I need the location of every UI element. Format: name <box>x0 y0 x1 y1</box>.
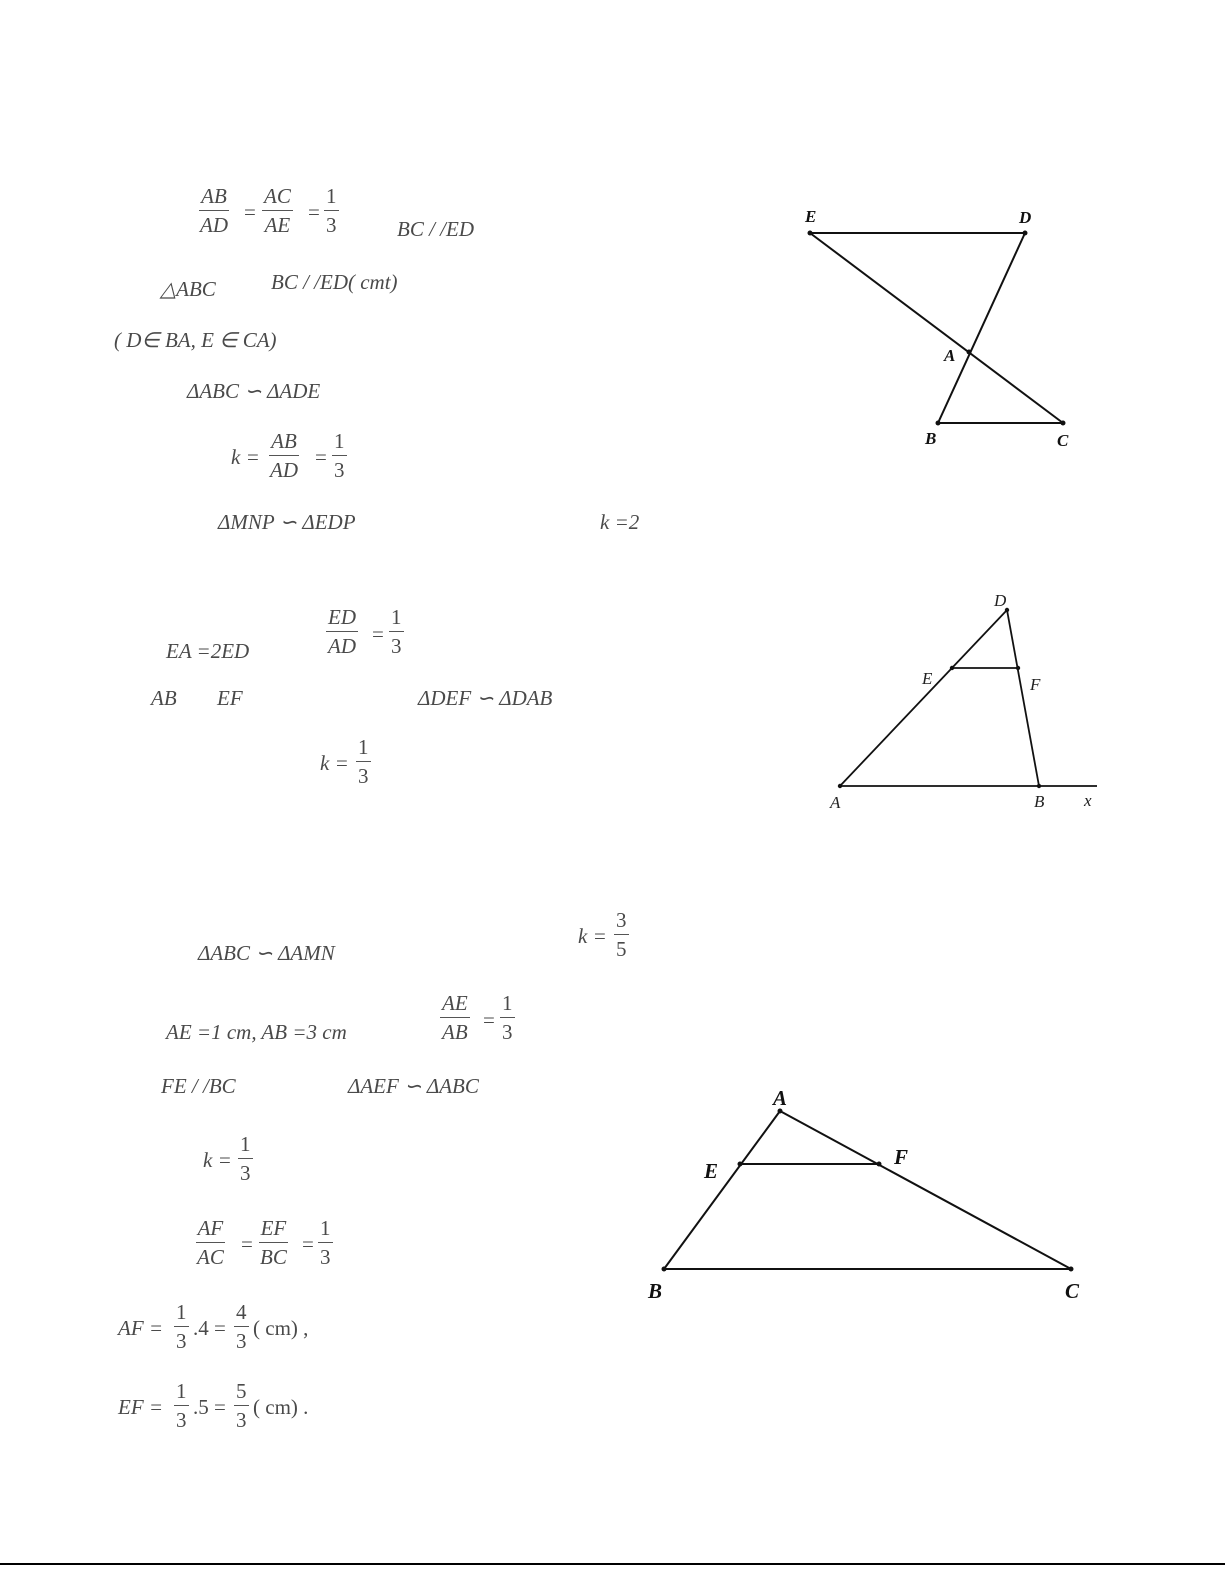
label-a: A <box>830 793 841 812</box>
denominator: 3 <box>176 1329 187 1353</box>
numerator: AB <box>199 186 229 211</box>
numerator: 5 <box>234 1381 249 1406</box>
k-label: k = <box>203 1148 232 1172</box>
segment-ab <box>664 1111 780 1269</box>
label-b: B <box>1034 792 1045 811</box>
point-d <box>1023 231 1028 236</box>
numerator: 1 <box>332 431 347 456</box>
numerator: EF <box>259 1218 289 1243</box>
fe-parallel-bc: FE / /BC <box>161 1074 236 1098</box>
similarity-abc-amn: ΔABC ∽ ΔAMN <box>198 941 335 965</box>
denominator: 3 <box>502 1020 513 1044</box>
segment-ab: AB <box>151 686 177 710</box>
point-a <box>967 350 972 355</box>
figure-1 <box>810 233 1063 423</box>
label-b: B <box>925 429 937 448</box>
k-label: k = <box>231 445 260 469</box>
denominator: 5 <box>616 937 627 961</box>
label-e: E <box>805 207 817 226</box>
point-c <box>1069 1267 1074 1272</box>
equals-sign: = <box>372 622 384 646</box>
numerator: 1 <box>238 1134 253 1159</box>
ef-unit: ( cm) . <box>253 1395 309 1419</box>
label-b: B <box>648 1279 663 1303</box>
label-c: C <box>1065 1279 1080 1303</box>
figure-3-points <box>662 1109 1074 1272</box>
numerator: 1 <box>500 993 515 1018</box>
segment-db <box>1007 610 1039 786</box>
label-a: A <box>944 346 956 365</box>
denominator: 3 <box>391 634 402 658</box>
numerator: AB <box>269 431 299 456</box>
point-b <box>662 1267 667 1272</box>
denominator: AB <box>442 1020 468 1044</box>
denominator: 3 <box>240 1161 251 1185</box>
k-label: k = <box>578 924 607 948</box>
point-b <box>1037 784 1041 788</box>
label-d: D <box>994 591 1007 610</box>
denominator: 3 <box>358 764 369 788</box>
bc-parallel-ed-cmt: BC / /ED( cmt) <box>271 270 398 294</box>
bc-parallel-ed: BC / /ED <box>397 217 474 241</box>
segment-ac <box>780 1111 1071 1269</box>
numerator: 3 <box>614 910 629 935</box>
segment-ec <box>810 233 1063 423</box>
denominator: AD <box>328 634 356 658</box>
point-b <box>936 421 941 426</box>
similarity-mnp-edp: ΔMNP ∽ ΔEDP <box>218 510 356 534</box>
denominator: AD <box>270 458 298 482</box>
point-e <box>738 1162 743 1167</box>
point-f <box>1016 666 1020 670</box>
equals-sign: = <box>241 1232 253 1256</box>
denominator: 3 <box>176 1408 187 1432</box>
point-a <box>838 784 842 788</box>
af-middle: .4 = <box>193 1316 226 1340</box>
k-equals-two: k =2 <box>600 510 640 534</box>
label-e: E <box>922 669 933 688</box>
ea-equals-2ed: EA =2ED <box>166 639 250 663</box>
figure-2 <box>840 610 1097 786</box>
label-x: x <box>1084 791 1092 810</box>
denominator: 3 <box>236 1408 247 1432</box>
segment-db <box>938 233 1025 423</box>
equals-sign: = <box>308 200 320 224</box>
numerator: 1 <box>174 1302 189 1327</box>
denominator: 3 <box>334 458 345 482</box>
equals-sign: = <box>315 445 327 469</box>
similarity-aef-abc: ΔAEF ∽ ΔABC <box>348 1074 479 1098</box>
af-label: AF = <box>118 1316 164 1340</box>
equals-sign: = <box>483 1008 495 1032</box>
denominator: AC <box>197 1245 224 1269</box>
similarity-abc-ade: ΔABC ∽ ΔADE <box>187 379 321 403</box>
segment-ef: EF <box>217 686 243 710</box>
point-f <box>877 1162 882 1167</box>
label-d: D <box>1019 208 1032 227</box>
denominator: 3 <box>320 1245 331 1269</box>
denominator: AD <box>200 213 228 237</box>
triangle-abc: △ABC <box>160 277 216 301</box>
point-e <box>808 231 813 236</box>
numerator: 1 <box>356 737 371 762</box>
point-e <box>950 666 954 670</box>
label-f: F <box>894 1145 909 1169</box>
numerator: AF <box>196 1218 226 1243</box>
numerator: 1 <box>318 1218 333 1243</box>
point-c <box>1061 421 1066 426</box>
equals-sign: = <box>302 1232 314 1256</box>
ef-label: EF = <box>118 1395 164 1419</box>
label-f: F <box>1030 675 1041 694</box>
ae-ab-values: AE =1 cm, AB =3 cm <box>166 1020 347 1044</box>
label-a: A <box>773 1086 788 1110</box>
label-c: C <box>1057 431 1069 450</box>
numerator: 1 <box>174 1381 189 1406</box>
figure-3 <box>664 1111 1071 1269</box>
numerator: ED <box>326 607 358 632</box>
denominator: BC <box>260 1245 287 1269</box>
ef-middle: .5 = <box>193 1395 226 1419</box>
af-unit: ( cm) , <box>253 1316 309 1340</box>
numerator: 1 <box>324 186 339 211</box>
denominator: 3 <box>326 213 337 237</box>
label-e: E <box>704 1159 719 1183</box>
denominator: AE <box>264 213 291 237</box>
page-bottom-rule <box>0 1563 1225 1565</box>
denominator: 3 <box>236 1329 247 1353</box>
equals-sign: = <box>244 200 256 224</box>
segment-ad <box>840 610 1007 786</box>
k-label: k = <box>320 751 349 775</box>
membership-statement: ( D∈ BA, E ∈ CA) <box>114 328 277 352</box>
numerator: 4 <box>234 1302 249 1327</box>
numerator: AC <box>262 186 293 211</box>
similarity-def-dab: ΔDEF ∽ ΔDAB <box>418 686 553 710</box>
numerator: AE <box>440 993 470 1018</box>
numerator: 1 <box>389 607 404 632</box>
